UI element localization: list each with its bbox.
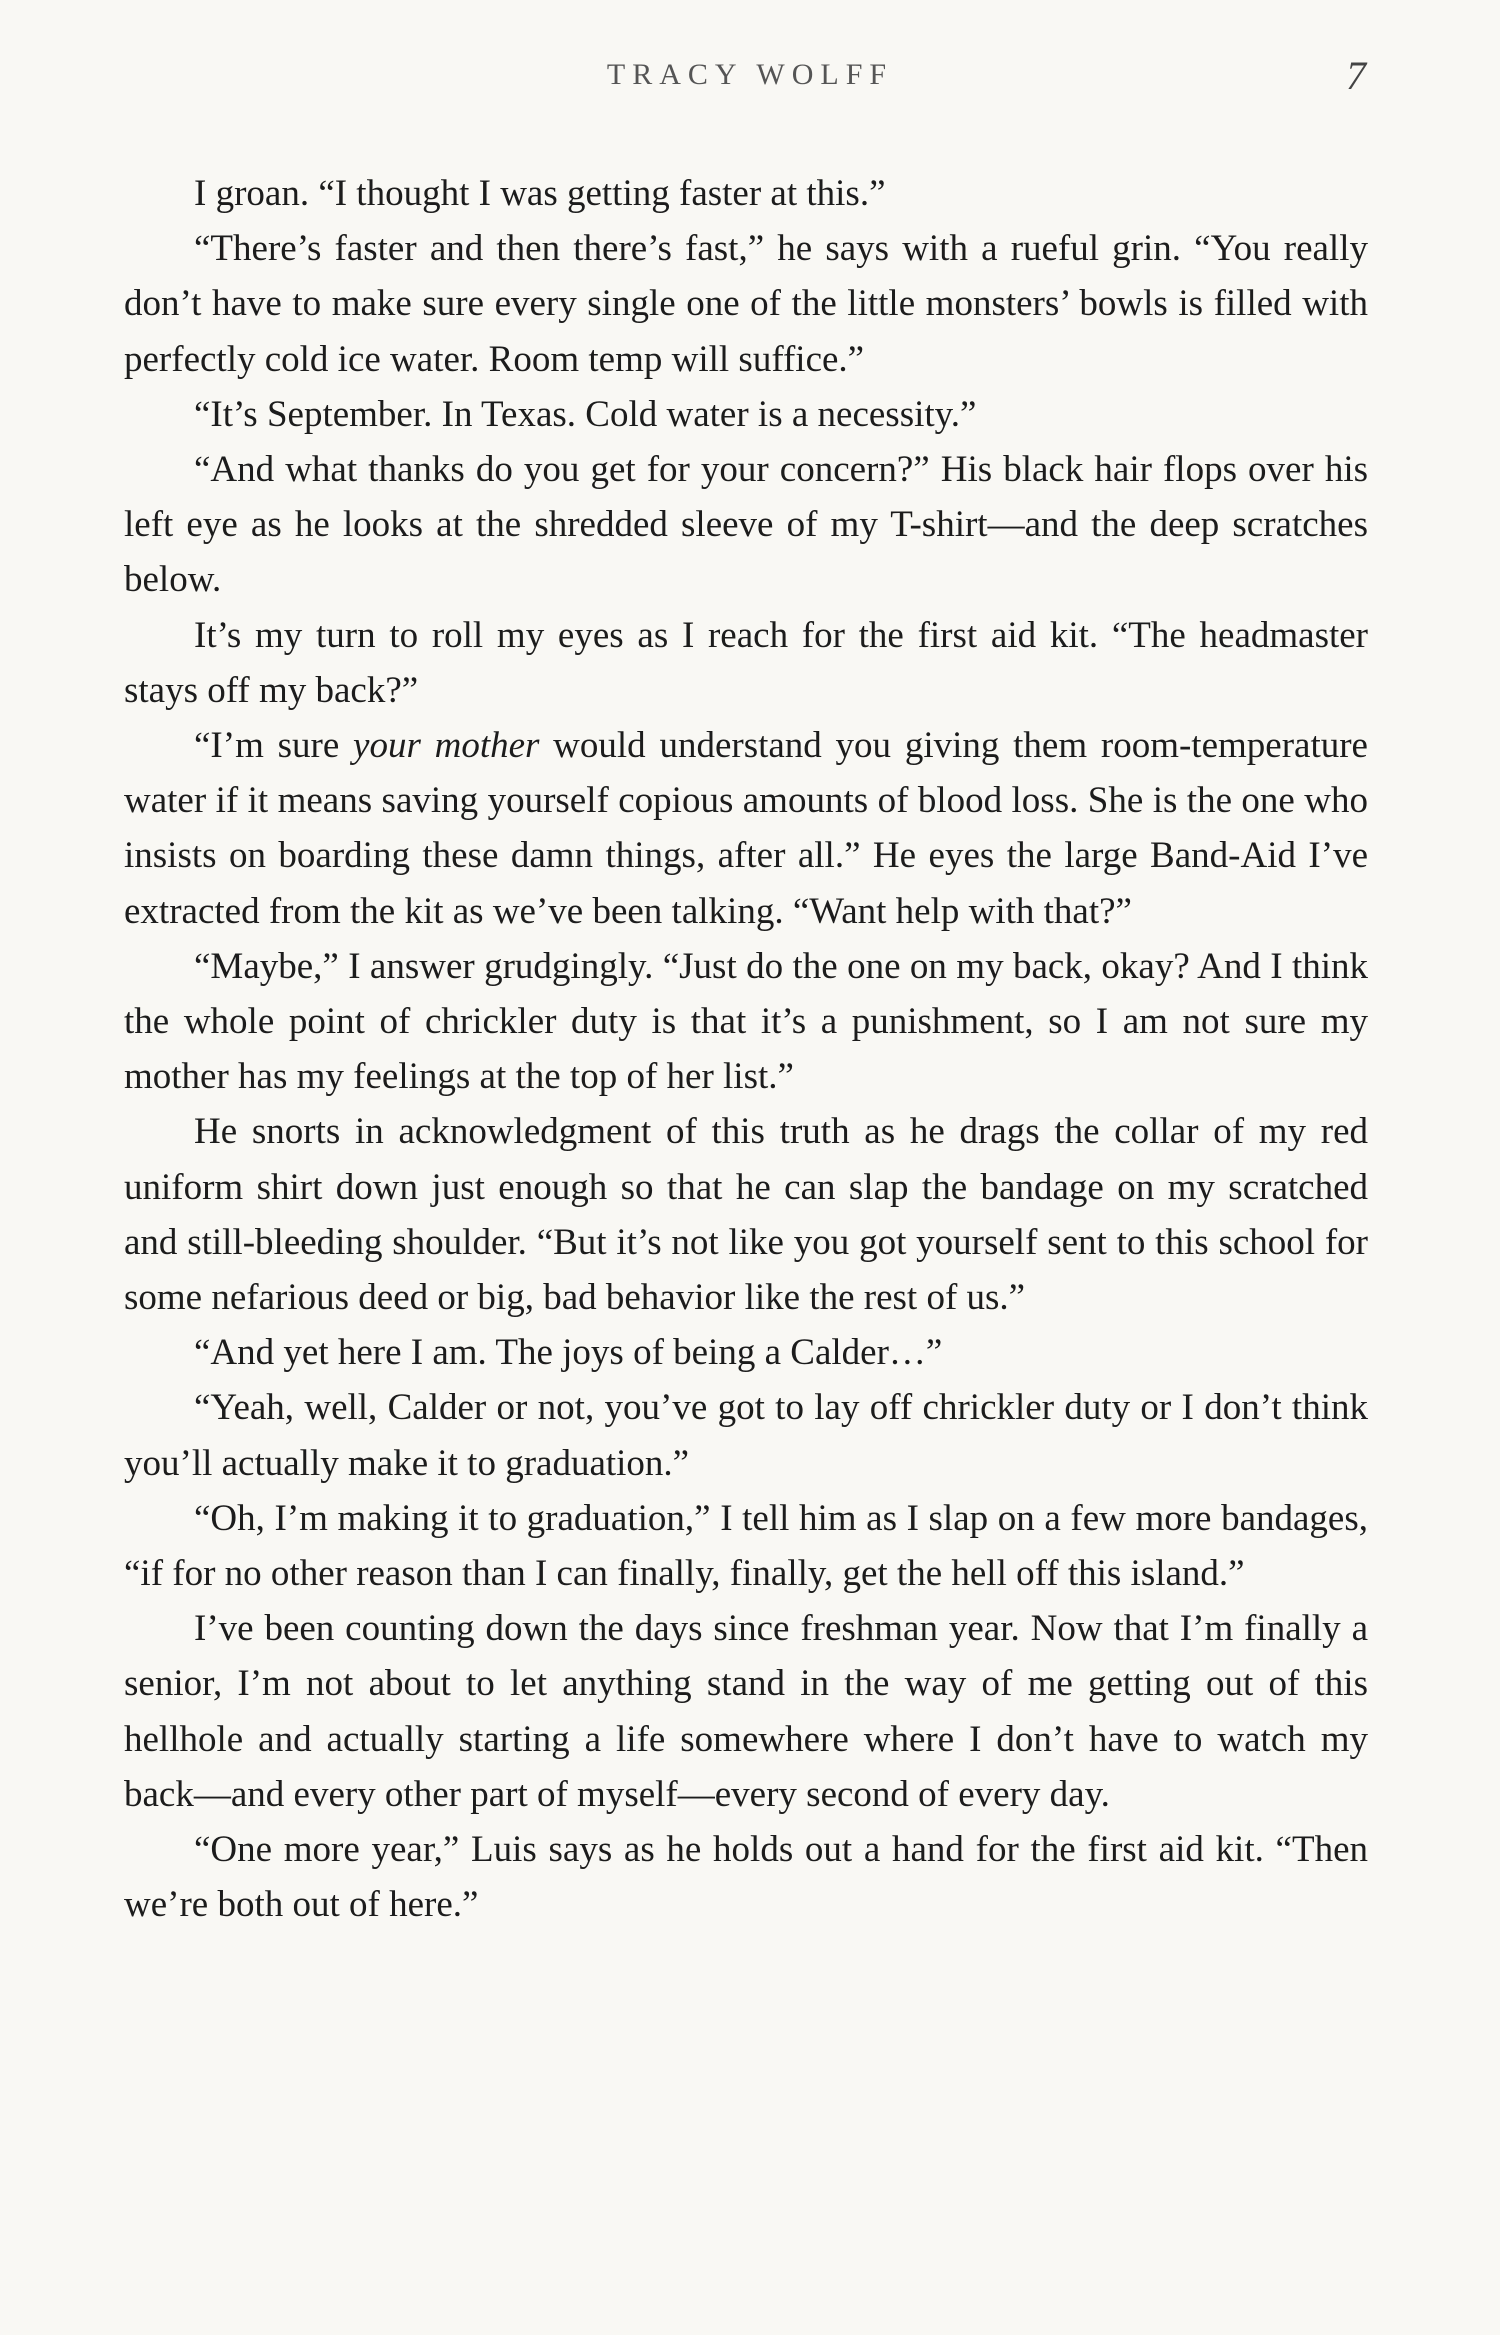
body-text: [124, 166, 1368, 1933]
paragraph-8: He snorts in acknowledgment of this truth as he drags the collar of my red uniform shirt down just enough so that he can slap the bandage on my scratched and still-bleeding shoulder. “But it’s not like you got yourself sent to this school for some nefarious deed or big, bad behavior like the rest of us.”: [124, 1111, 1368, 1319]
author-name: TRACY WOLFF: [606, 58, 894, 91]
paragraph-10: “Yeah, well, Calder or not, you’ve got to lay off chrickler duty or I don’t think you’ll actually make it to graduation.”: [124, 1387, 1368, 1484]
paragraph-6-after: would understand you giving them room-temperature water if it means saving yourself copious amounts of blood loss. She is the one who insists on boarding these damn things, after all.” He eyes the large Band-Aid I’ve extracted from the kit as we’ve been talking. “Want help with that?”: [124, 725, 1368, 932]
paragraph-12: I’ve been counting down the days since freshman year. Now that I’m finally a senior, I’m not about to let anything stand in the way of me getting out of this hellhole and actually starting a life somewhere where I don’t have to watch my back—and every other part of myself—every second of every day.: [124, 1608, 1368, 1815]
paragraph-11: “Oh, I’m making it to graduation,” I tell him as I slap on a few more bandages, “if for no other reason than I can finally, finally, get the hell off this island.”: [124, 1497, 1368, 1595]
paragraph-13: “One more year,” Luis says as he holds out a hand for the first aid kit. “Then we’re both out of here.”: [124, 1829, 1368, 1926]
paragraph-5: It’s my turn to roll my eyes as I reach for the first aid kit. “The headmaster stays off my back?”: [124, 614, 1368, 711]
running-head: [0, 53, 1500, 108]
page-number: 7: [1346, 53, 1366, 98]
paragraph-4: “And what thanks do you get for your concern?” His black hair flops over his left eye as he looks at the shredded sleeve of my T-shirt—and the deep scratches below.: [124, 449, 1368, 601]
paragraph-9: “And yet here I am. The joys of being a Calder…”: [194, 1332, 943, 1374]
paragraph-6-before: “I’m sure: [194, 725, 354, 767]
paragraph-1: I groan. “I thought I was getting faster at this.”: [194, 173, 886, 214]
paragraph-6: [124, 718, 1368, 939]
paragraph-7: “Maybe,” I answer grudgingly. “Just do the one on my back, okay? And I think the whole point of chrickler duty is that it’s a punishment, so I am not sure my mother has my feelings at the top of her list.”: [124, 945, 1368, 1098]
paragraph-6-italic: your mother: [353, 725, 540, 767]
paragraph-2: “There’s faster and then there’s fast,” he says with a rueful grin. “You really don’t have to make sure every single one of the little monsters’ bowls is filled with perfectly cold ice water. Room temp will suffice.”: [124, 228, 1368, 380]
paragraph-3: “It’s September. In Texas. Cold water is a necessity.”: [194, 393, 977, 435]
